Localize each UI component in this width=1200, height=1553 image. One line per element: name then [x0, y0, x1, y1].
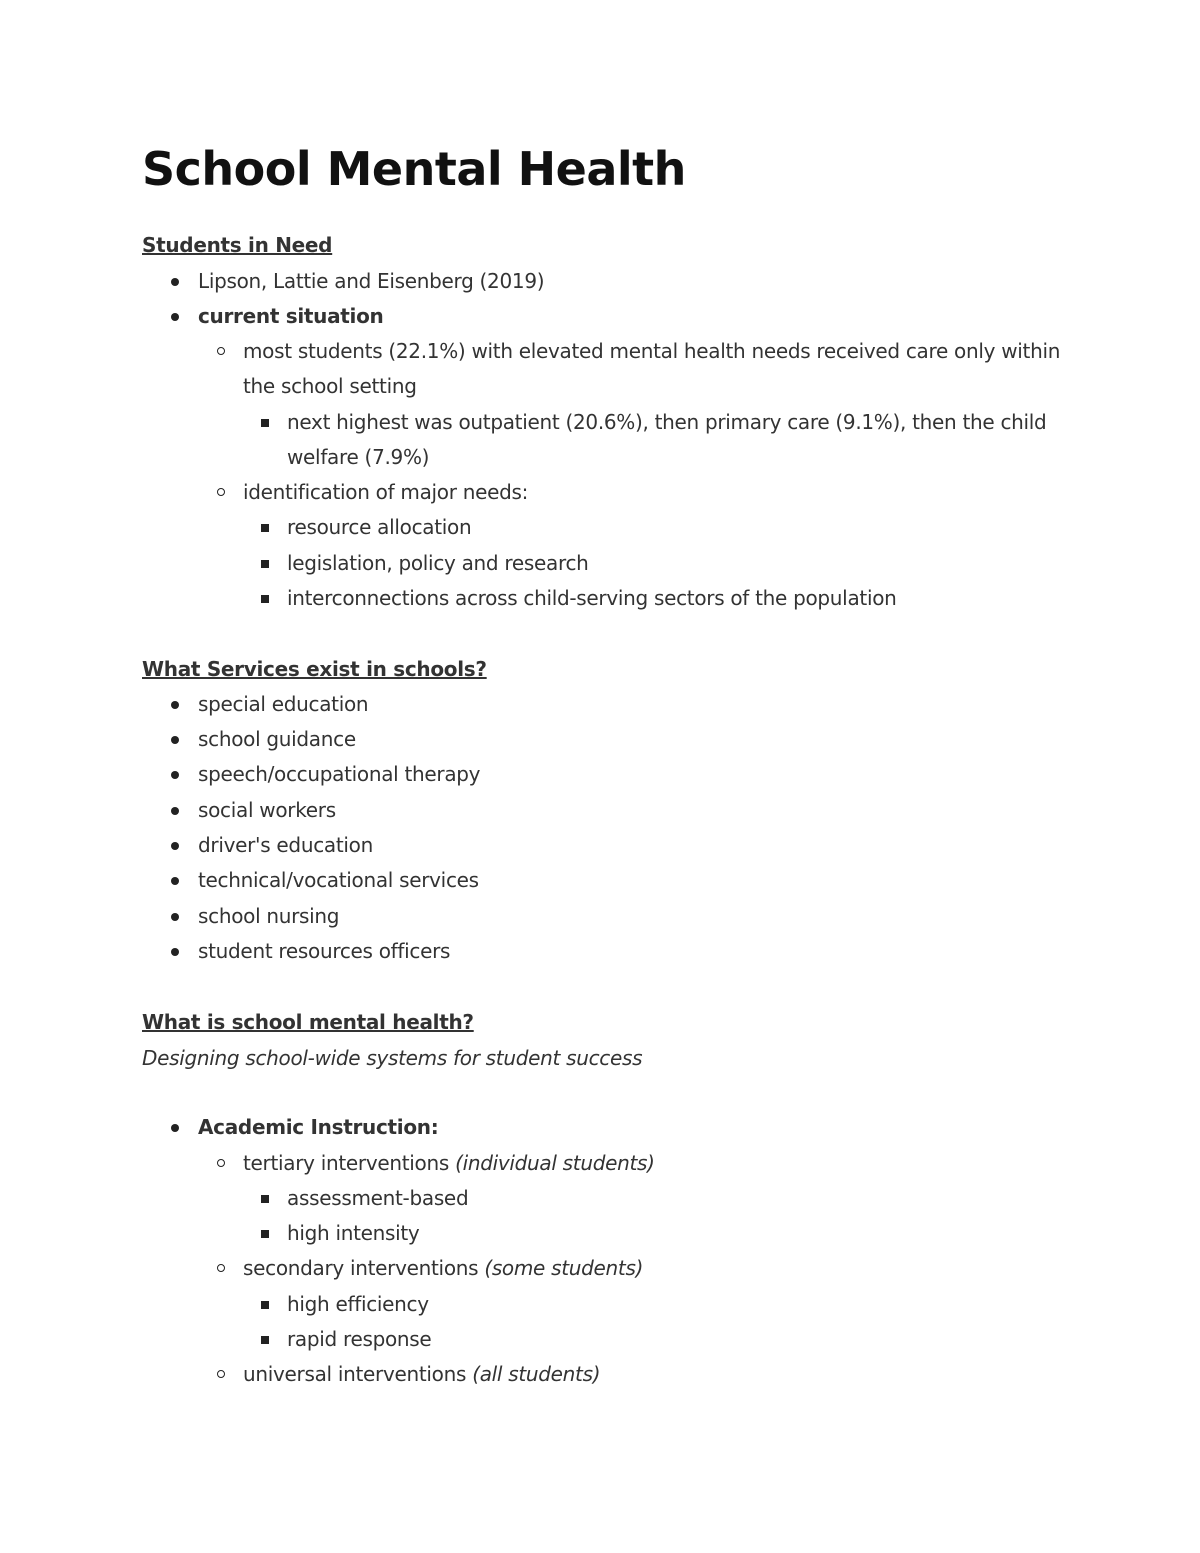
list-item-text: current situation [198, 304, 384, 328]
list-item [287, 405, 1077, 475]
bullet-disc-icon [171, 701, 179, 709]
section-heading-services: What Services exist in schools? [142, 657, 487, 681]
list-item-text: most students (22.1%) with elevated mental health needs received care only within the school setting [243, 339, 1061, 399]
page-title: School Mental Health [142, 142, 686, 196]
bullet-square-icon [261, 595, 269, 603]
list-item [243, 475, 1073, 510]
list-item-text: interconnections across child-serving sectors of the population [287, 586, 897, 610]
bullet-circle-icon [217, 1159, 225, 1167]
list-item [243, 1146, 1073, 1181]
list-item-text: secondary interventions [243, 1256, 479, 1280]
bullet-disc-icon [171, 1124, 179, 1132]
list-item [287, 1181, 1077, 1216]
list-item [198, 863, 479, 898]
bullet-disc-icon [171, 948, 179, 956]
list-item [243, 1251, 1073, 1286]
bullet-disc-icon [171, 913, 179, 921]
bullet-disc-icon [171, 771, 179, 779]
bullet-disc-icon [171, 877, 179, 885]
list-item [198, 722, 356, 757]
list-item [243, 1357, 1073, 1392]
list-item-text: tertiary interventions [243, 1151, 449, 1175]
list-item-text: high efficiency [287, 1292, 429, 1316]
bullet-square-icon [261, 1230, 269, 1238]
list-item-text: school nursing [198, 904, 340, 928]
list-item [287, 546, 1077, 581]
list-item-note: (all students) [472, 1362, 601, 1386]
bullet-square-icon [261, 1301, 269, 1309]
list-item-text: social workers [198, 798, 336, 822]
list-item-text: rapid response [287, 1327, 432, 1351]
list-item [287, 1216, 1077, 1251]
list-item [287, 581, 1077, 616]
list-item-note: (individual students) [455, 1151, 655, 1175]
bullet-disc-icon [171, 278, 179, 286]
bullet-disc-icon [171, 842, 179, 850]
bullet-disc-icon [171, 313, 179, 321]
list-item [198, 264, 544, 299]
bullet-square-icon [261, 419, 269, 427]
list-item-text: student resources officers [198, 939, 451, 963]
section-heading-school-mental-health: What is school mental health? [142, 1010, 474, 1034]
list-item-text: next highest was outpatient (20.6%), then primary care (9.1%), then the child welfare (7.9%) [287, 410, 1047, 470]
list-item-text: identification of major needs: [243, 480, 529, 504]
list-item [198, 757, 480, 792]
list-item [198, 899, 339, 934]
list-item [198, 828, 373, 863]
list-item-text: assessment-based [287, 1186, 469, 1210]
section-heading-students-in-need: Students in Need [142, 233, 333, 257]
bullet-disc-icon [171, 736, 179, 744]
list-item [287, 510, 1077, 545]
bullet-circle-icon [217, 1264, 225, 1272]
list-item-text: driver's education [198, 833, 373, 857]
bullet-square-icon [261, 524, 269, 532]
bullet-square-icon [261, 1336, 269, 1344]
bullet-square-icon [261, 560, 269, 568]
list-item [198, 1110, 438, 1145]
list-item-text: speech/occupational therapy [198, 762, 481, 786]
list-item-text: Academic Instruction: [198, 1115, 439, 1139]
section-subtitle: Designing school-wide systems for student success [142, 1046, 643, 1070]
bullet-circle-icon [217, 488, 225, 496]
list-item [198, 299, 384, 334]
list-item [287, 1322, 1077, 1357]
list-item-text: universal interventions [243, 1362, 467, 1386]
list-item [198, 934, 450, 969]
list-item [198, 793, 336, 828]
list-item-text: school guidance [198, 727, 356, 751]
bullet-disc-icon [171, 807, 179, 815]
list-item-note: (some students) [484, 1256, 644, 1280]
list-item [243, 334, 1073, 404]
list-item-text: Lipson, Lattie and Eisenberg (2019) [198, 269, 545, 293]
list-item-text: technical/vocational services [198, 868, 479, 892]
bullet-square-icon [261, 1195, 269, 1203]
list-item-text: legislation, policy and research [287, 551, 589, 575]
bullet-circle-icon [217, 1370, 225, 1378]
list-item-text: high intensity [287, 1221, 420, 1245]
bullet-circle-icon [217, 347, 225, 355]
list-item-text: resource allocation [287, 515, 472, 539]
list-item [198, 687, 368, 722]
list-item [287, 1287, 1077, 1322]
list-item-text: special education [198, 692, 369, 716]
